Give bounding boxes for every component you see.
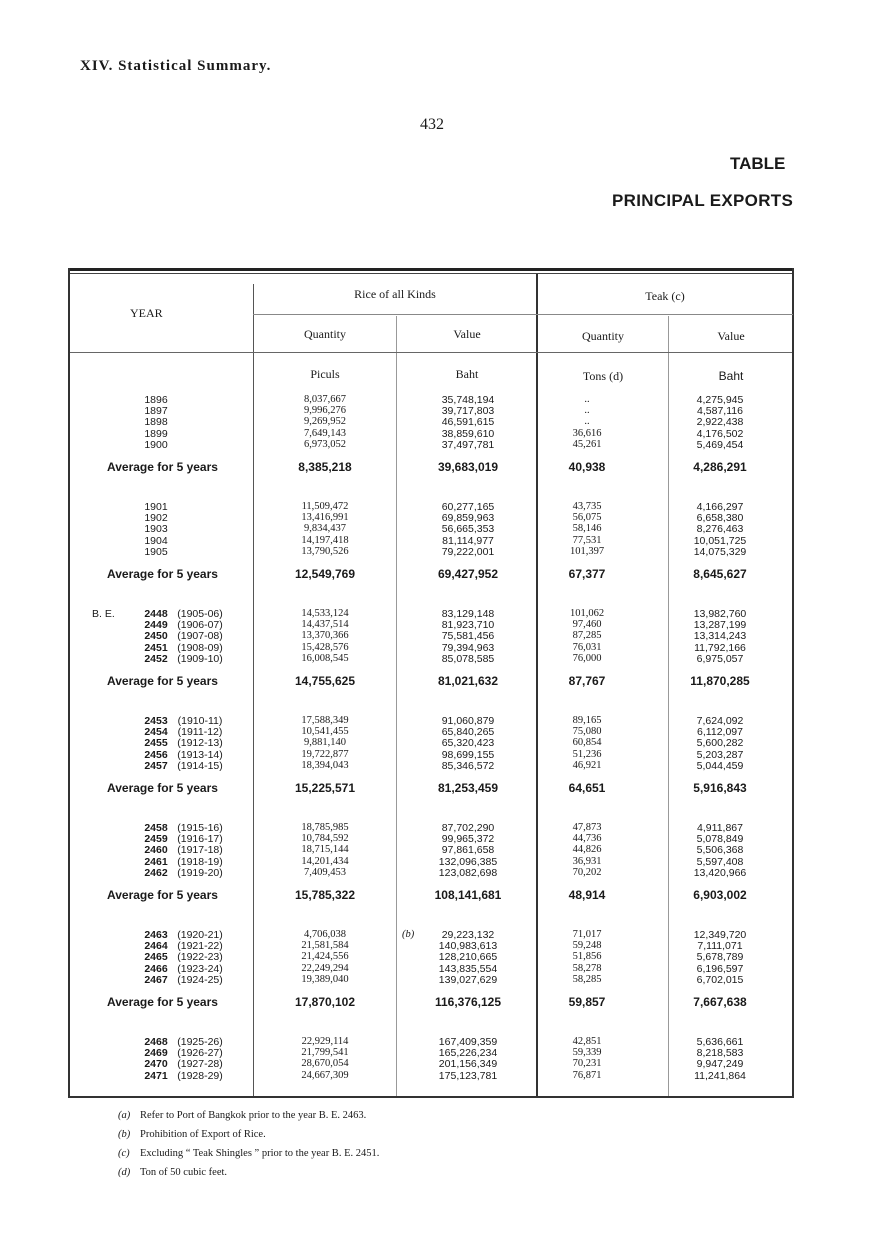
average-teak-quantity: 67,377 — [568, 567, 606, 581]
rice-quantity-cell: 13,416,991 — [301, 512, 349, 524]
footnote-mark: (c) — [118, 1148, 130, 1159]
rice-quantity-cell: 28,670,054 — [301, 1058, 349, 1070]
teak-quantity-cell: 77,531 — [572, 534, 602, 546]
teak-quantity-cell: 101,397 — [569, 545, 605, 557]
teak-value-cell: 6,658,380 — [696, 512, 744, 525]
teak-quantity-cell: 44,736 — [572, 833, 602, 845]
teak-value-cell: 5,203,287 — [696, 748, 744, 761]
average-rice-value: 116,376,125 — [434, 995, 502, 1009]
rice-quantity-cell: 14,201,434 — [301, 855, 349, 867]
teak-value-unit: Baht — [718, 369, 744, 383]
year-range-cell: (1923-24) — [177, 962, 223, 975]
year-cell: 1899 — [144, 427, 168, 440]
year-cell: 2461 — [144, 855, 168, 868]
footnote-text: Ton of 50 cubic feet. — [140, 1167, 228, 1178]
year-cell: 1904 — [144, 534, 168, 547]
year-cell: 2450 — [144, 630, 168, 643]
table-row — [0, 726, 892, 738]
average-row — [0, 888, 892, 904]
rice-quantity-cell: 19,722,877 — [301, 748, 349, 760]
average-teak-quantity: 40,938 — [568, 460, 606, 474]
table-label: TABLE — [730, 154, 786, 173]
teak-quantity-cell: 58,278 — [572, 962, 602, 974]
year-cell: 2464 — [144, 940, 168, 953]
teak-quantity-cell: 71,017 — [572, 929, 602, 940]
rice-value-cell: 60,277,165 — [441, 501, 495, 513]
table-row — [0, 512, 892, 524]
year-range-cell: (1922-23) — [177, 951, 223, 964]
rice-quantity-cell: 21,424,556 — [301, 951, 349, 963]
average-label: Average for 5 years — [107, 781, 218, 795]
average-rice-value: 69,427,952 — [437, 567, 499, 581]
rice-quantity-cell: 17,588,349 — [301, 715, 349, 726]
teak-value-cell: 2,922,438 — [696, 416, 744, 429]
teak-quantity-cell: 76,000 — [572, 652, 602, 664]
year-range-cell: (1928-29) — [177, 1069, 223, 1082]
teak-value-cell: 12,349,720 — [693, 929, 747, 941]
average-teak-value: 6,903,002 — [693, 888, 747, 902]
year-cell: 2460 — [144, 844, 168, 857]
average-label: Average for 5 years — [107, 995, 218, 1009]
rice-quantity-cell: 14,437,514 — [301, 619, 349, 631]
rice-value-cell: 139,027,629 — [438, 973, 498, 986]
year-range-cell: (1927-28) — [177, 1058, 223, 1071]
year-cell: 1903 — [144, 523, 168, 536]
year-cell: 1897 — [144, 405, 168, 418]
table-row — [0, 844, 892, 856]
year-range-cell: (1906-07) — [177, 619, 223, 632]
year-cell: 2459 — [144, 833, 168, 846]
rice-quantity-cell: 19,389,040 — [301, 973, 349, 985]
table-row — [0, 867, 892, 879]
footnote-mark: (a) — [118, 1110, 131, 1121]
rice-quantity-cell: 14,533,124 — [301, 608, 349, 619]
year-cell: 1900 — [144, 438, 168, 451]
rice-value-cell: 97,861,658 — [441, 844, 495, 857]
table-row — [0, 653, 892, 665]
rice-value-unit: Baht — [455, 367, 479, 381]
teak-value-cell: 7,111,071 — [697, 940, 743, 953]
year-range-cell: (1921-22) — [177, 940, 223, 953]
teak-value-cell: 5,506,368 — [696, 844, 744, 857]
header-teak: Teak (c) — [645, 289, 685, 303]
teak-quantity-cell: 36,616 — [572, 427, 602, 439]
teak-quantity-cell: .. — [584, 394, 590, 405]
teak-value-cell: 4,911,867 — [697, 822, 743, 834]
year-cell: 2454 — [144, 726, 168, 739]
rice-value-cell: 75,581,456 — [441, 630, 495, 643]
table-title: PRINCIPAL EXPORTS — [612, 191, 794, 210]
year-range-cell: (1926-27) — [177, 1047, 223, 1060]
rice-quantity-cell: 16,008,545 — [301, 652, 349, 664]
teak-quantity-cell: 44,826 — [572, 844, 602, 856]
average-row — [0, 674, 892, 690]
table-row — [0, 439, 892, 451]
rice-quantity-cell: 15,428,576 — [301, 641, 349, 653]
rice-value-cell: 56,665,353 — [441, 523, 495, 536]
footnote-mark-b: (b) — [402, 929, 415, 940]
year-cell: 1905 — [144, 545, 168, 558]
rice-value-cell: 35,748,194 — [441, 394, 495, 406]
table-row — [0, 940, 892, 952]
year-cell: 1902 — [144, 512, 168, 525]
year-range-cell: (1909-10) — [177, 652, 223, 665]
table-row — [0, 501, 892, 513]
rice-value-cell: 46,591,615 — [441, 416, 495, 429]
table-row — [0, 428, 892, 440]
table-row — [0, 1058, 892, 1070]
year-cell: 2465 — [144, 951, 168, 964]
teak-quantity-cell: .. — [584, 416, 590, 428]
year-range-cell: (1915-16) — [177, 822, 223, 834]
table-row — [0, 546, 892, 558]
average-teak-value: 5,916,843 — [693, 781, 747, 795]
footnote-c — [118, 1148, 379, 1159]
teak-value-cell: 5,469,454 — [696, 438, 744, 451]
teak-value-cell: 4,166,297 — [696, 501, 744, 513]
table-row — [0, 619, 892, 631]
footnote-text: Refer to Port of Bangkok prior to the year B. E. 2463. — [140, 1110, 367, 1121]
average-teak-value: 7,667,638 — [693, 995, 747, 1009]
table-bottom-rule — [68, 1096, 794, 1098]
teak-value-cell: 14,075,329 — [693, 545, 747, 558]
header-year: YEAR — [130, 306, 163, 320]
rice-quantity-cell: 18,715,144 — [301, 844, 349, 856]
average-row — [0, 567, 892, 583]
average-rice-value: 81,253,459 — [437, 781, 499, 795]
year-range-cell: (1905-06) — [177, 608, 223, 620]
rice-quantity-cell: 10,541,455 — [301, 726, 349, 738]
year-cell: 2452 — [144, 652, 168, 665]
rice-quantity-cell: 9,834,437 — [304, 523, 346, 535]
rice-quantity-cell: 24,667,309 — [301, 1069, 349, 1081]
average-label: Average for 5 years — [107, 567, 218, 581]
table-top-rule — [68, 268, 794, 271]
footnote-text: Excluding “ Teak Shingles ” prior to the year B. E. 2451. — [140, 1148, 380, 1159]
rice-value-cell: 99,965,372 — [441, 833, 495, 846]
year-cell: 2451 — [144, 641, 168, 654]
average-label: Average for 5 years — [107, 674, 218, 688]
rice-quantity-cell: 14,197,418 — [301, 534, 349, 546]
table-row — [0, 642, 892, 654]
year-cell: 2453 — [144, 715, 168, 727]
average-teak-value: 11,870,285 — [690, 674, 750, 688]
table-row — [0, 715, 892, 727]
teak-value-cell: 8,276,463 — [696, 523, 744, 536]
rice-value-cell: 140,983,613 — [438, 940, 498, 953]
rice-value-cell: 65,320,423 — [441, 737, 495, 750]
teak-value-cell: 8,218,583 — [696, 1047, 744, 1060]
rice-value-cell: 83,129,148 — [441, 608, 495, 620]
rice-quantity-cell: 10,784,592 — [301, 833, 349, 845]
year-cell: 2469 — [144, 1047, 168, 1060]
year-range-cell: (1914-15) — [177, 759, 223, 772]
table-row — [0, 856, 892, 868]
teak-quantity-cell: 70,231 — [572, 1058, 602, 1070]
teak-quantity-cell: 36,931 — [572, 855, 602, 867]
rice-quantity-cell: 21,581,584 — [301, 940, 349, 952]
table-row — [0, 749, 892, 761]
rice-value-cell: 85,346,572 — [441, 759, 495, 772]
year-cell: 2448 — [144, 608, 168, 620]
table-row — [0, 1036, 892, 1048]
average-teak-quantity: 64,651 — [568, 781, 606, 795]
teak-quantity-cell: 60,854 — [572, 737, 602, 749]
teak-quantity-cell: 58,285 — [572, 973, 602, 985]
teak-quantity-cell: 45,261 — [572, 438, 602, 450]
rice-quantity-cell: 7,649,143 — [304, 427, 346, 439]
footnote-mark: (d) — [118, 1167, 131, 1178]
year-cell: 1896 — [144, 394, 168, 406]
year-cell: 2456 — [144, 748, 168, 761]
rice-quantity-cell: 22,249,294 — [301, 962, 349, 974]
header-bottom-rule — [70, 352, 792, 353]
teak-value-cell: 6,112,097 — [697, 726, 743, 739]
teak-quantity-cell: 42,851 — [572, 1036, 602, 1047]
year-cell: 2457 — [144, 759, 168, 772]
year-cell: 2455 — [144, 737, 168, 750]
year-range-cell: (1913-14) — [177, 748, 223, 761]
rice-value-cell: 37,497,781 — [441, 438, 495, 451]
table-row — [0, 951, 892, 963]
table-row — [0, 394, 892, 406]
table-row — [0, 535, 892, 547]
table-row — [0, 1047, 892, 1059]
teak-value-cell: 7,624,092 — [696, 715, 744, 727]
year-cell: 1898 — [144, 416, 168, 429]
teak-value-cell: 6,196,597 — [696, 962, 744, 975]
teak-value-cell: 11,241,864 — [694, 1069, 746, 1082]
average-teak-value: 4,286,291 — [693, 460, 747, 474]
teak-quantity-unit: Tons (d) — [582, 369, 624, 383]
year-range-cell: (1916-17) — [177, 833, 223, 846]
year-cell: 2458 — [144, 822, 168, 834]
year-range-cell: (1912-13) — [177, 737, 223, 750]
table-row — [0, 760, 892, 772]
rice-value-cell: 29,223,132 — [441, 929, 495, 941]
rice-quantity-cell: 4,706,038 — [304, 929, 346, 940]
average-teak-quantity: 87,767 — [568, 674, 606, 688]
rice-value-cell: 165,226,234 — [438, 1047, 498, 1060]
table-row — [0, 963, 892, 975]
year-cell: 2466 — [144, 962, 168, 975]
rice-value-cell: 175,123,781 — [438, 1069, 498, 1082]
teak-quantity-cell: 58,146 — [572, 523, 602, 535]
teak-value-cell: 5,078,849 — [696, 833, 744, 846]
rice-value-cell: 128,210,665 — [438, 951, 498, 964]
teak-value-cell: 4,176,502 — [696, 427, 744, 440]
year-range-cell: (1911-12) — [177, 726, 223, 739]
rice-quantity-cell: 13,370,366 — [301, 630, 349, 642]
rice-value-cell: 81,923,710 — [441, 619, 495, 632]
year-cell: 2463 — [144, 929, 168, 941]
table-row — [0, 737, 892, 749]
teak-quantity-cell: 70,202 — [572, 866, 602, 878]
teak-value-cell: 13,420,966 — [693, 866, 747, 879]
section-title: XIV. Statistical Summary. — [80, 58, 272, 74]
average-rice-quantity: 15,225,571 — [294, 781, 356, 795]
year-range-cell: (1919-20) — [177, 866, 223, 879]
average-row — [0, 460, 892, 476]
teak-quantity-cell: 75,080 — [572, 726, 602, 738]
rice-value-cell: 79,394,963 — [441, 641, 495, 654]
year-range-cell: (1910-11) — [177, 715, 223, 727]
year-range-cell: (1924-25) — [177, 973, 223, 986]
teak-quantity-cell: 76,031 — [572, 641, 602, 653]
average-rice-value: 81,021,632 — [437, 674, 499, 688]
year-range-cell: (1918-19) — [177, 855, 223, 868]
teak-quantity-cell: 56,075 — [572, 512, 602, 524]
rice-quantity-cell: 18,785,985 — [301, 822, 349, 833]
table-row — [0, 608, 892, 620]
rice-value-cell: 65,840,265 — [441, 726, 495, 739]
teak-quantity-cell: 89,165 — [572, 715, 602, 726]
page-number: 432 — [420, 116, 444, 133]
header-rice: Rice of all Kinds — [354, 287, 436, 301]
table-row — [0, 833, 892, 845]
average-row — [0, 781, 892, 797]
footnote-b — [118, 1129, 266, 1140]
rice-value-cell: 143,835,554 — [438, 962, 498, 975]
rice-value-cell: 85,078,585 — [441, 652, 495, 665]
average-row — [0, 995, 892, 1011]
year-cell: 1901 — [144, 501, 168, 513]
year-range-cell: (1907-08) — [177, 630, 223, 643]
table-row — [0, 974, 892, 986]
teak-quantity-cell: 47,873 — [572, 822, 602, 833]
table-row — [0, 822, 892, 834]
average-rice-value: 39,683,019 — [437, 460, 499, 474]
average-teak-quantity: 48,914 — [568, 888, 606, 902]
table-row — [0, 1070, 892, 1082]
year-range-cell: (1917-18) — [177, 844, 223, 857]
rice-quantity-cell: 8,037,667 — [304, 394, 346, 405]
year-range-cell: (1920-21) — [177, 929, 223, 941]
teak-quantity-cell: 59,339 — [572, 1047, 602, 1059]
teak-value-cell: 13,314,243 — [693, 630, 747, 643]
average-rice-quantity: 8,385,218 — [298, 460, 352, 474]
average-rice-quantity: 12,549,769 — [294, 567, 356, 581]
header-rice-quantity: Quantity — [304, 327, 346, 341]
rice-value-cell: 167,409,359 — [438, 1036, 498, 1048]
table-row — [0, 416, 892, 428]
teak-quantity-cell: 101,062 — [569, 608, 605, 619]
year-cell: 2468 — [144, 1036, 168, 1048]
rice-value-cell: 201,156,349 — [438, 1058, 498, 1071]
rice-quantity-cell: 11,509,472 — [301, 501, 349, 512]
rice-quantity-cell: 18,394,043 — [301, 759, 349, 771]
average-label: Average for 5 years — [107, 460, 218, 474]
teak-value-cell: 13,287,199 — [693, 619, 747, 632]
rice-quantity-cell: 13,790,526 — [301, 545, 349, 557]
average-rice-quantity: 17,870,102 — [294, 995, 356, 1009]
header-rice-value: Value — [453, 327, 481, 341]
footnote-d — [118, 1167, 227, 1178]
teak-quantity-cell: 97,460 — [572, 619, 602, 631]
average-rice-quantity: 14,755,625 — [294, 674, 356, 688]
year-cell: 2470 — [144, 1058, 168, 1071]
teak-value-cell: 4,275,945 — [696, 394, 744, 406]
rice-value-cell: 132,096,385 — [438, 855, 498, 868]
average-teak-value: 8,645,627 — [693, 567, 747, 581]
rice-value-cell: 81,114,977 — [442, 534, 494, 547]
table-row — [0, 523, 892, 535]
teak-quantity-cell: 87,285 — [572, 630, 602, 642]
header-teak-value: Value — [717, 329, 745, 343]
footnote-mark: (b) — [118, 1129, 131, 1140]
teak-value-cell: 5,600,282 — [696, 737, 744, 750]
year-range-cell: (1925-26) — [177, 1036, 223, 1048]
rice-quantity-cell: 9,269,952 — [304, 416, 346, 428]
rice-quantity-cell: 21,799,541 — [301, 1047, 349, 1059]
year-cell: 2471 — [144, 1069, 168, 1082]
header-teak-quantity: Quantity — [582, 329, 624, 343]
teak-value-cell: 4,587,116 — [697, 405, 743, 418]
teak-value-cell: 5,678,789 — [696, 951, 744, 964]
footnote-a — [118, 1110, 366, 1121]
group-header-rule — [253, 314, 793, 315]
average-rice-value: 108,141,681 — [434, 888, 502, 902]
teak-quantity-cell: 59,248 — [572, 940, 602, 952]
average-rice-quantity: 15,785,322 — [294, 888, 356, 902]
teak-quantity-cell: 76,871 — [572, 1069, 602, 1081]
rice-value-cell: 87,702,290 — [441, 822, 495, 834]
year-cell: 2462 — [144, 866, 168, 879]
average-label: Average for 5 years — [107, 888, 218, 902]
rice-value-cell: 39,717,803 — [441, 405, 495, 418]
teak-quantity-cell: .. — [584, 405, 590, 417]
table-top-rule-inner — [68, 273, 794, 274]
rice-value-cell: 123,082,698 — [438, 866, 498, 879]
teak-quantity-cell: 51,856 — [572, 951, 602, 963]
rice-value-cell: 38,859,610 — [441, 427, 495, 440]
teak-quantity-cell: 51,236 — [572, 748, 602, 760]
rice-quantity-cell: 9,881,140 — [304, 737, 346, 749]
rice-quantity-cell: 9,996,276 — [304, 405, 346, 417]
table-row — [0, 405, 892, 417]
rice-quantity-cell: 7,409,453 — [304, 866, 346, 878]
rice-value-cell: 79,222,001 — [441, 545, 495, 558]
average-teak-quantity: 59,857 — [568, 995, 606, 1009]
rice-quantity-unit: Piculs — [310, 367, 340, 381]
rice-quantity-cell: 22,929,114 — [301, 1036, 349, 1047]
rice-quantity-cell: 6,973,052 — [304, 438, 346, 450]
teak-value-cell: 5,636,661 — [696, 1036, 744, 1048]
teak-value-cell: 5,597,408 — [696, 855, 744, 868]
rice-value-cell: 91,060,879 — [441, 715, 495, 727]
teak-value-cell: 6,702,015 — [696, 973, 744, 986]
year-range-cell: (1908-09) — [177, 641, 223, 654]
teak-value-cell: 6,975,057 — [696, 652, 744, 665]
teak-quantity-cell: 46,921 — [572, 759, 602, 771]
year-cell: 2449 — [144, 619, 168, 632]
table-row — [0, 929, 892, 941]
rice-value-cell: 98,699,155 — [441, 748, 495, 761]
table-row — [0, 630, 892, 642]
era-label: B. E. — [92, 608, 115, 620]
teak-quantity-cell: 43,735 — [572, 501, 602, 512]
teak-value-cell: 13,982,760 — [693, 608, 747, 620]
teak-value-cell: 11,792,166 — [694, 641, 746, 654]
rice-value-cell: 69,859,963 — [441, 512, 495, 525]
teak-value-cell: 9,947,249 — [696, 1058, 744, 1071]
footnote-text: Prohibition of Export of Rice. — [140, 1129, 266, 1140]
teak-value-cell: 10,051,725 — [693, 534, 747, 547]
teak-value-cell: 5,044,459 — [696, 759, 744, 772]
year-cell: 2467 — [144, 973, 168, 986]
